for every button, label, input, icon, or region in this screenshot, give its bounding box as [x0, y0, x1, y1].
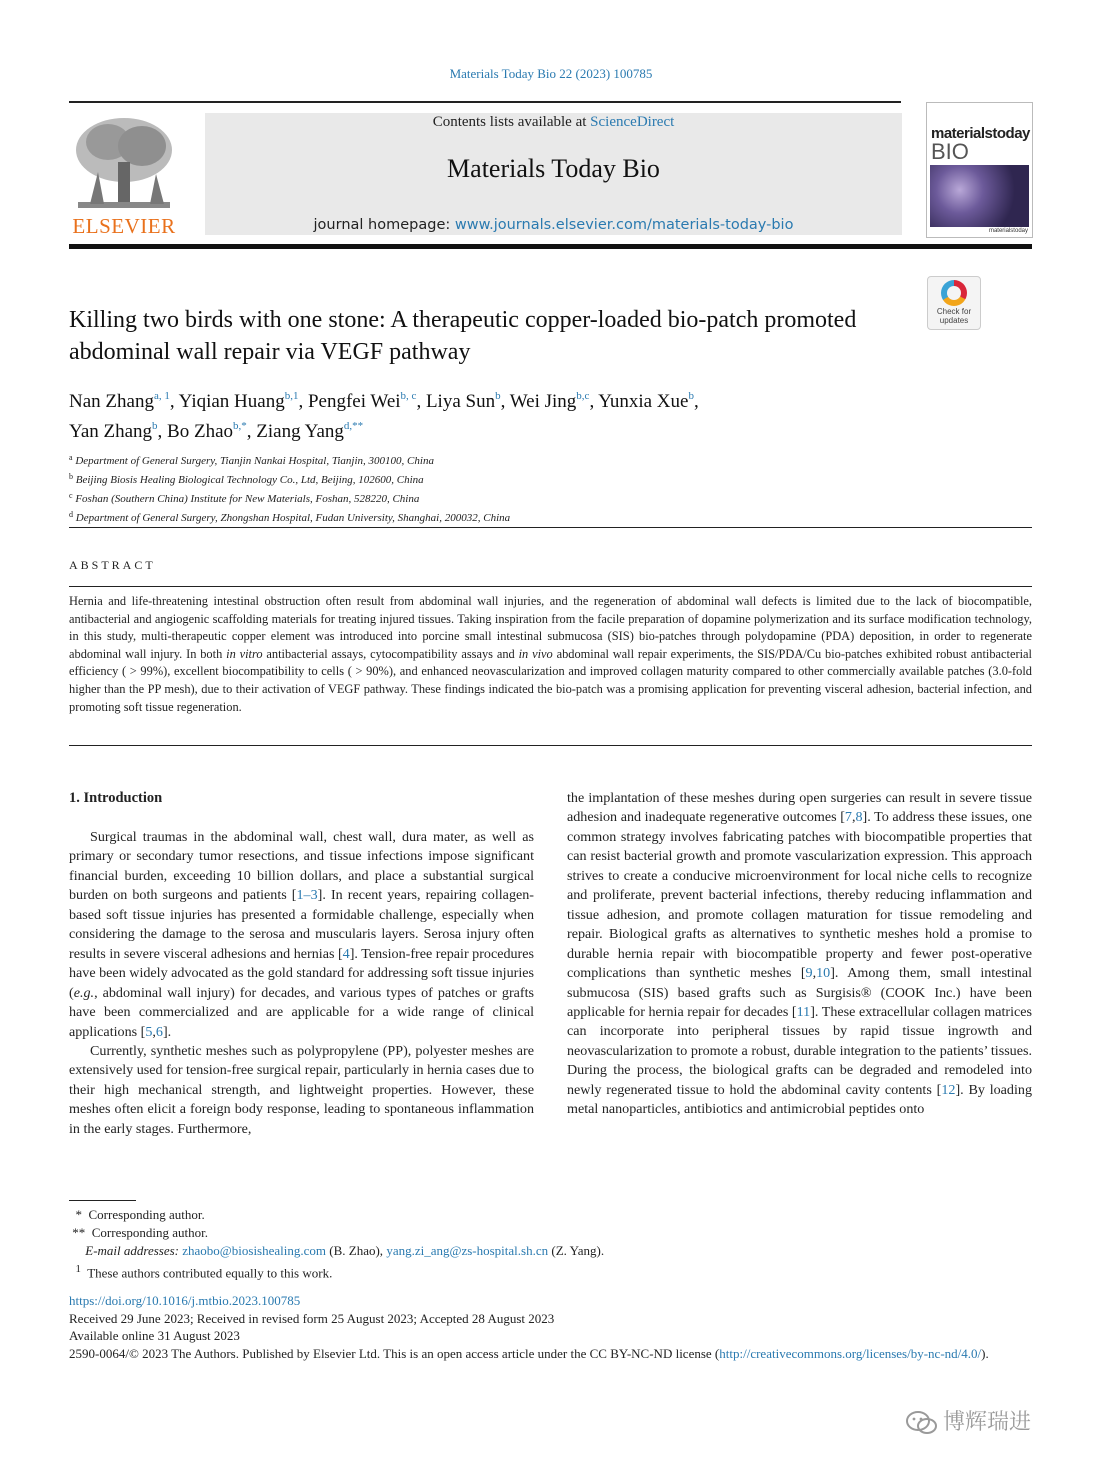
affiliation-item — [69, 507, 969, 526]
footnote-mark: 1 — [75, 1263, 81, 1275]
email-link[interactable]: yang.zi_ang@zs-hospital.sh.cn — [386, 1243, 549, 1258]
text-run: ]. — [162, 1023, 172, 1040]
abstract-heading-rule — [69, 586, 1032, 587]
author-affil-sup[interactable]: d,** — [343, 420, 364, 432]
license-line — [69, 1345, 1032, 1363]
text-run: , — [851, 809, 856, 826]
italic-run: e.g. — [73, 984, 95, 1001]
text-run: ]. In recent years, repairing collagen-based soft tissue injuries has presented a formidable challenge, especially when considering the damage to the serosa and muscularis layers. Serosa injury often results in severe visceral adhesions and hernias [ — [69, 887, 534, 962]
cover-artwork — [930, 165, 1029, 227]
footnote-equal-contribution — [69, 1260, 769, 1282]
citation-link[interactable]: 4 — [342, 945, 350, 962]
author-affil-sup[interactable]: b,c — [576, 390, 590, 402]
header-thick-rule — [69, 244, 1032, 249]
text-run: ]. By loading metal nanoparticles, antibiotics and antimicrobial peptides onto — [567, 1081, 1032, 1118]
paragraph — [567, 789, 1032, 1120]
doi-link[interactable]: https://doi.org/10.1016/j.mtbio.2023.100785 — [69, 1293, 301, 1308]
author-affil-sup[interactable]: b — [495, 390, 501, 402]
citation-link[interactable]: 7 — [844, 809, 852, 826]
affiliation-text: Department of General Surgery, Tianjin Nankai Hospital, Tianjin, 300100, China — [75, 455, 434, 467]
elsevier-wordmark: ELSEVIER — [72, 214, 176, 238]
author-affil-sup[interactable]: b, c — [400, 390, 417, 402]
abstract-part: antibacterial assays, cytocompatibility assays and — [262, 646, 519, 661]
affiliation-text: Department of General Surgery, Zhongshan Hospital, Fudan University, Shanghai, 200032, China — [75, 512, 511, 524]
author-affil-sup[interactable]: b,* — [233, 420, 247, 432]
author-name[interactable]: Pengfei Wei — [307, 391, 401, 412]
check-updates-label: Check for updates — [936, 307, 972, 325]
abstract-italic: in vitro — [226, 646, 263, 661]
body-right-column — [567, 789, 1032, 1120]
text-run: , — [812, 965, 817, 982]
homepage-prefix: journal homepage: — [313, 217, 455, 233]
affiliation-item — [69, 488, 969, 507]
author-name[interactable]: Bo Zhao — [167, 421, 234, 442]
author-name[interactable]: Ziang Yang — [256, 421, 344, 442]
author-name[interactable]: Liya Sun — [425, 391, 496, 412]
affiliation-key: c — [69, 491, 73, 500]
affiliations — [69, 450, 969, 526]
citation-link[interactable]: 5 — [145, 1023, 153, 1040]
abstract-part: Hernia and life-threatening intestinal obstruction often result from abdominal wall injuries, and the regeneration of abdominal wall defects is limited due to the lack of biocompatible, antibacterial and angiogenic scaffolding materials for treating injured tissues. Taking inspiration from the facile preparation of dopamine polymerization and its surface modification technology, in this study, multi-therapeutic copper element was introduced into porcine small intestinal submucosa (SIS) bio-patches through polydopamine (PDA) deposition, in order to regenerate abdominal wall injury. In both — [69, 594, 1032, 661]
text-run: ]. Among them, small intestinal submucosa (SIS) based grafts such as Surgisis® (COOK Inc.) have been applicable for hernia repair for decades [ — [567, 965, 1032, 1020]
citation-link[interactable]: 9 — [805, 965, 813, 982]
footnote-emails — [69, 1242, 769, 1260]
footnote-mark: ** — [72, 1225, 86, 1240]
article-title: Killing two birds with one stone: A therapeutic copper-loaded bio-patch promoted abdominal wall repair via VEGF pathway — [69, 307, 857, 365]
license-link[interactable]: http://creativecommons.org/licenses/by-nc-nd/4.0/ — [719, 1345, 982, 1361]
online-date: Available online 31 August 2023 — [69, 1328, 240, 1343]
journal-homepage — [205, 217, 902, 233]
footnote-text: Corresponding author. — [88, 1207, 205, 1222]
citation-link[interactable]: 11 — [796, 1003, 811, 1020]
author-name[interactable]: Yan Zhang — [69, 421, 153, 442]
publication-info — [69, 1292, 1032, 1362]
abstract-italic: in vivo — [518, 646, 553, 661]
footnotes — [69, 1206, 769, 1282]
citation-link[interactable]: 10 — [816, 965, 831, 982]
author-name[interactable]: Wei Jing — [509, 391, 577, 412]
paragraph — [69, 828, 534, 1042]
author-affil-sup[interactable]: b — [688, 390, 694, 402]
footnote-text: Corresponding author. — [91, 1225, 209, 1240]
text-run: ]. Tension-free repair procedures have been widely advocated as the gold standard for addressing soft tissue injuries ( — [69, 945, 534, 1001]
author-affil-sup[interactable]: b,1 — [284, 390, 299, 402]
journal-reference[interactable]: Materials Today Bio 22 (2023) 100785 — [449, 66, 653, 81]
check-for-updates-button[interactable] — [927, 276, 981, 330]
text-run: the implantation of these meshes during open surgeries can result in severe tissue adhesion and inadequate regenerative outcomes [ — [567, 790, 1032, 826]
text-run: Currently, synthetic meshes such as polypropylene (PP), polyester meshes are extensively used for tension-free surgical repair, particularly in hernia cases due to their high mechanical strength, and lightweight properties. However, these meshes often elicit a foreign body response, leading to spontaneous inflammation in the early stages. Furthermore, — [69, 1042, 534, 1137]
header-rule — [69, 101, 901, 103]
cover-footer: materialstoday — [988, 228, 1028, 234]
sciencedirect-link[interactable]: ScienceDirect — [590, 114, 675, 130]
text-run: , — [152, 1023, 156, 1040]
author-affil-sup[interactable]: a, 1 — [153, 390, 170, 402]
affiliation-item — [69, 469, 969, 488]
homepage-link[interactable]: www.journals.elsevier.com/materials-today-bio — [454, 217, 794, 233]
abstract-part: abdominal wall repair experiments, the SIS/PDA/Cu bio-patches exhibited robust antibacterial efficiency ( > 99%), excellent biocompatibility to cells ( > 90%), and enhanced neovascularization and improved collagen maturity compared to other commercially available patches (3.0-fold higher than the PP mesh), due to their activation of VEGF pathway. These findings indicated the bio-patch was a promising application for preventing visceral adhesion, bacterial infection, and promoting soft tissue regeneration. — [69, 646, 1032, 714]
footnote-mark: * — [75, 1207, 82, 1222]
citation-link[interactable]: 8 — [855, 809, 863, 826]
cover-title: materialstoday — [931, 125, 1030, 142]
footnote-text: These authors contributed equally to this work. — [87, 1265, 333, 1281]
crossmark-icon — [941, 280, 967, 306]
author-name[interactable]: Nan Zhang — [69, 391, 154, 412]
affiliation-item — [69, 450, 969, 469]
author-affil-sup[interactable]: b — [152, 420, 158, 432]
affiliation-key: d — [69, 510, 73, 519]
received-dates: Received 29 June 2023; Received in revised form 25 August 2023; Accepted 28 August 2023 — [69, 1310, 555, 1326]
footnote-rule — [69, 1200, 136, 1201]
license-text: 2590-0064/© 2023 The Authors. Published by Elsevier Ltd. This is an open access article under the CC BY-NC-ND license ( — [69, 1345, 720, 1361]
watermark-text: 博辉瑞进 — [943, 1410, 1032, 1435]
affiliation-text: Foshan (Southern China) Institute for New Materials, Foshan, 528220, China — [75, 493, 420, 505]
email-link[interactable]: zhaobo@biosishealing.com — [182, 1243, 327, 1258]
contents-line — [205, 114, 902, 131]
body-left-column — [69, 828, 534, 1139]
text-run: ]. To address these issues, one common strategy involves fabricating patches with biocompatible properties that can resist bacterial growth and promote vascularization expression. This approach strives to create a conducive microenvironment for local niche cells to recognize and proliferate, prevent bacterial infections, thereby reducing inflammation and tissue adhesion, and promote collagen maturation for tissue remodeling and repair. Biological grafts as alternatives to synthetic meshes hold a promise to durable hernia repair with biocompatible property and fewer post-operative complications than synthetic meshes [ — [567, 809, 1032, 982]
text-run: ]. These extracellular collagen matrices can incorporate into peripheral tissues by rapid tissue ingrowth and neovascularization to promote a robust, durable integration to the patients’ tissues. During the process, the biological grafts can be degraded and remodeled into newly regenerated tissue to hold the abdominal cavity contents [ — [567, 1003, 1032, 1098]
section-heading: 1. Introduction — [69, 790, 163, 806]
email-owner: (Z. Yang). — [551, 1243, 605, 1258]
abstract-text — [69, 593, 1032, 716]
abstract-heading: ABSTRACT — [69, 558, 156, 572]
contents-prefix: Contents lists available at — [432, 114, 591, 130]
citation-link[interactable]: 12 — [941, 1081, 956, 1098]
wechat-watermark — [905, 1405, 1085, 1439]
author-name[interactable]: Yunxia Xue — [598, 391, 689, 412]
affiliation-key: a — [69, 453, 73, 462]
footnote-corresponding-2 — [69, 1224, 769, 1242]
email-label: E-mail addresses: — [85, 1243, 180, 1258]
email-owner: (B. Zhao), — [329, 1243, 384, 1258]
text-run: , abdominal wall injury) for decades, and various types of patches or grafts have been commercialized and are applicable for a wide range of clinical applications [ — [69, 984, 534, 1040]
abstract-bottom-rule — [69, 745, 1032, 746]
license-end: ). — [981, 1345, 989, 1361]
paragraph — [69, 1042, 534, 1139]
citation-link[interactable]: 1–3 — [296, 887, 318, 904]
text-run: Surgical traumas in the abdominal wall, chest wall, dura mater, as well as primary or secondary tumor resections, and tissue infections impose significant financial burden, exceeding 10 billion dollars, and place a substantial surgical burden on both surgeons and patients [ — [69, 829, 534, 904]
footnote-corresponding-1 — [69, 1206, 769, 1224]
cover-bio: BIO — [931, 139, 969, 164]
wechat-icon — [905, 1410, 939, 1436]
author-name[interactable]: Yiqian Huang — [178, 391, 285, 412]
author-list: Nan Zhang$^{a, 1}$, Yiqian Huang$^{b,1}$, Pengfei Wei$^{b, c}$, Liya Sun$^b$, Wei Jing$^{b,c}$, Yunxia Xue$^b$, Yan Zhang$^b$, Bo Zhao$^{b,*}$, Ziang Yang$^{d,**}$ — [69, 390, 699, 442]
citation-link[interactable]: 6 — [155, 1023, 163, 1040]
journal-title: Materials Today Bio — [447, 154, 660, 183]
journal-cover-thumbnail[interactable] — [926, 102, 1033, 238]
affiliation-key: b — [69, 472, 73, 481]
affiliation-text: Beijing Biosis Healing Biological Technology Co., Ltd, Beijing, 102600, China — [75, 474, 424, 486]
abstract-top-rule — [69, 527, 1032, 528]
